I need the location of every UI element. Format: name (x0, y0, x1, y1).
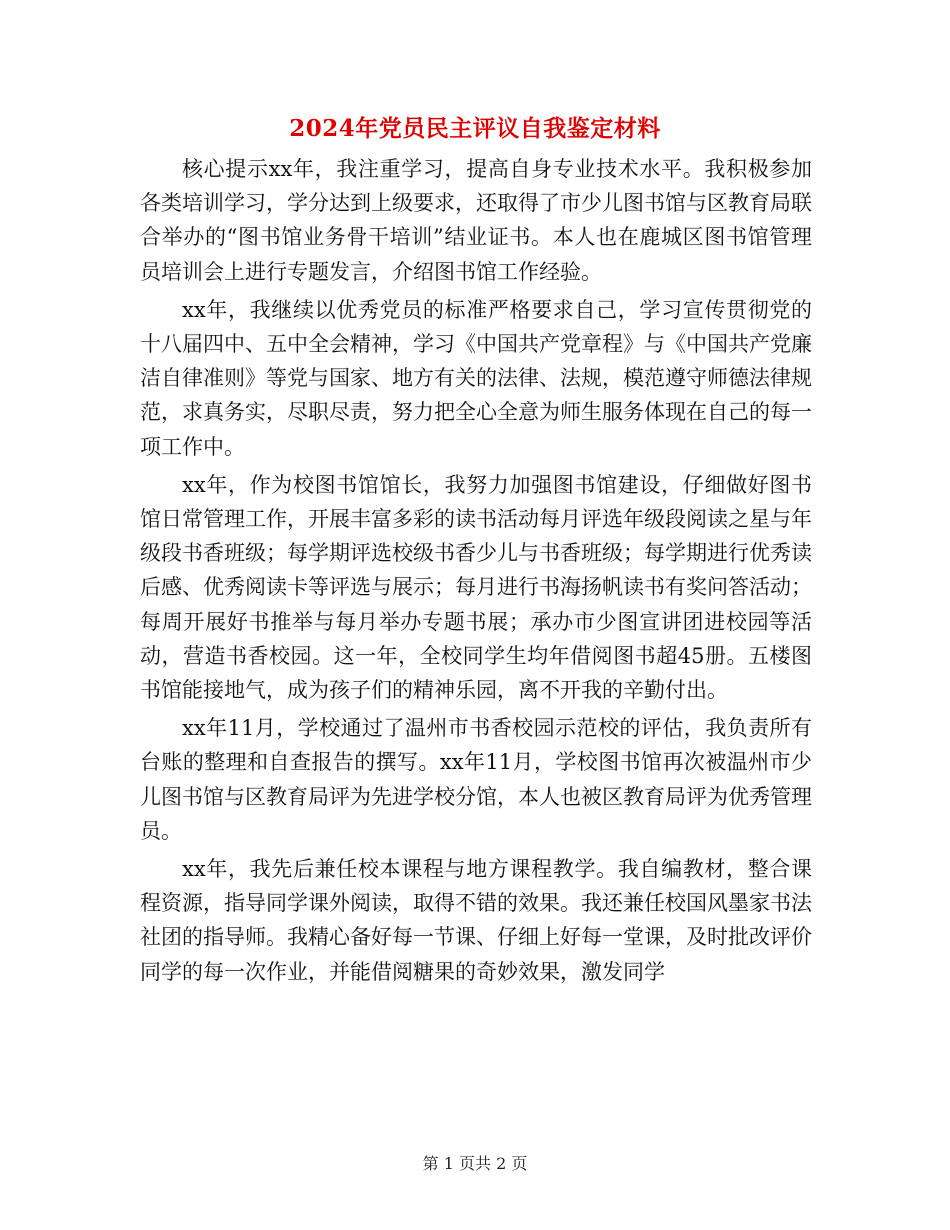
document-body (140, 152, 812, 993)
paragraph-2: xx年，我继续以优秀党员的标准严格要求自己，学习宣传贯彻党的十八届四中、五中全会精神，学习《中国共产党章程》与《中国共产党廉洁自律准则》等党与国家、地方有关的法律、法规，模范遵守师德法律规范，求真务实，尽职尽责，努力把全心全意为师生服务体现在自己的每一项工作中。 (140, 297, 812, 459)
paragraph-5: xx年，我先后兼任校本课程与地方课程教学。我自编教材，整合课程资源，指导同学课外阅读，取得不错的效果。我还兼任校国风墨家书法社团的指导师。我精心备好每一节课、仔细上好每一堂课，及时批改评价同学的每一次作业，并能借阅糖果的奇妙效果，激发同学 (140, 857, 812, 984)
paragraph-1: 核心提示xx年，我注重学习，提高自身专业技术水平。我积极参加各类培训学习，学分达到上级要求，还取得了市少儿图书馆与区教育局联合举办的“图书馆业务骨干培训”结业证书。本人也在鹿城区图书馆管理员培训会上进行专题发言，介绍图书馆工作经验。 (140, 157, 812, 284)
page-footer: 第 1 页共 2 页 (422, 1154, 528, 1173)
paragraph-4: xx年11月，学校通过了温州市书香校园示范校的评估，我负责所有台账的整理和自查报告的撰写。xx年11月，学校图书馆再次被温州市少儿图书馆与区教育局评为先进学校分馆，本人也被区教育局评为优秀管理员。 (140, 716, 812, 843)
document-title: 2024年党员民主评议自我鉴定材料 (289, 115, 661, 142)
paragraph-3: xx年，作为校图书馆馆长，我努力加强图书馆建设，仔细做好图书馆日常管理工作，开展丰富多彩的读书活动每月评选年级段阅读之星与年级段书香班级；每学期评选校级书香少儿与书香班级；每学期进行优秀读后感、优秀阅读卡等评选与展示；每月进行书海扬帆读书有奖问答活动；每周开展好书推举与每月举办专题书展；承办市少图宣讲团进校园等活动，营造书香校园。这一年，全校同学生均年借阅图书超45册。五楼图书馆能接地气，成为孩子们的精神乐园，离不开我的辛勤付出。 (140, 472, 812, 703)
